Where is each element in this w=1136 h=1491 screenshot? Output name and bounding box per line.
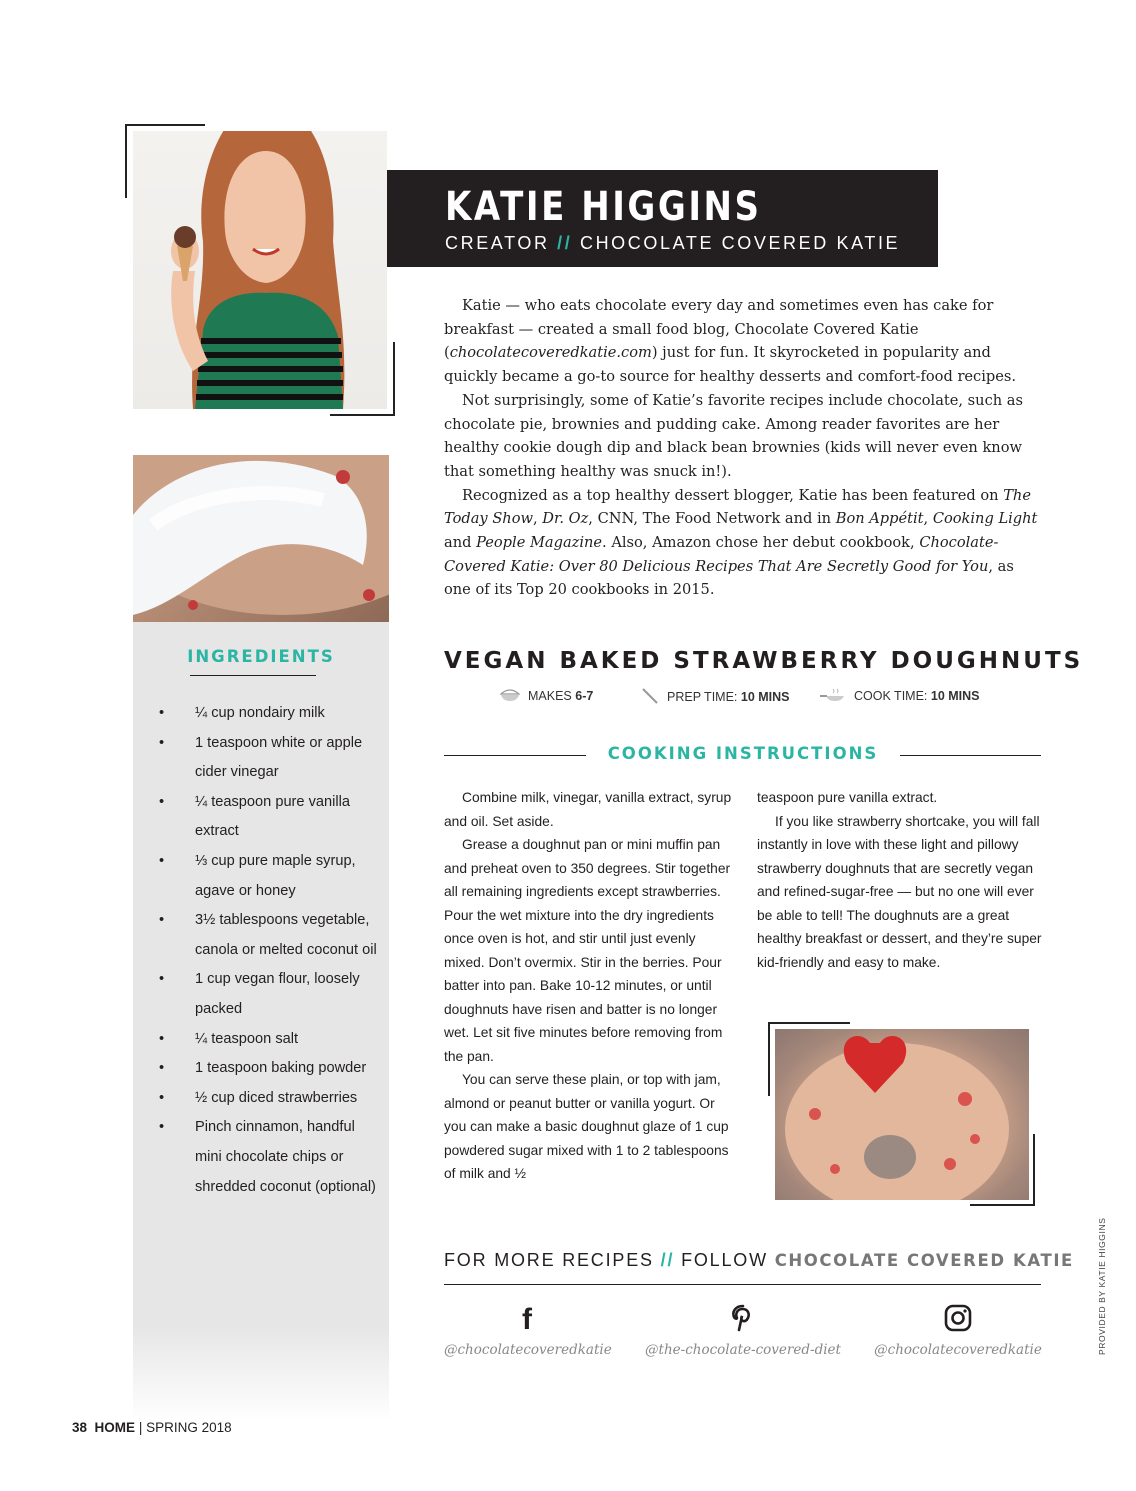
bio-paragraph: Katie — who eats chocolate every day and sometimes even has cake for breakfast — created a small food blog, Chocolate Covered Katie (chocolatecoveredkatie.com) just for fun. It skyrocketed in popularity and quickly became a go-to source for healthy desserts and comfort-food recipes. xyxy=(444,297,1016,386)
knife-icon xyxy=(641,688,659,707)
ingredient-item: • 1 teaspoon baking powder xyxy=(159,1054,379,1084)
ingredient-item: • ¼ teaspoon salt xyxy=(159,1025,379,1055)
ingredient-item: • ⅓ cup pure maple syrup, agave or honey xyxy=(159,847,379,906)
cook-time-info: COOK TIME: 10 MINS xyxy=(820,688,980,705)
pan-icon xyxy=(820,688,846,705)
bio-paragraph: Not surprisingly, some of Katie’s favorite recipes include chocolate, such as chocolate pie, brownies and pudding cake. Among reader favorites are her healthy cookie dough dip and black bean brownies (kids will never even know that something healthy was snuck in!). xyxy=(444,391,1023,480)
ingredient-item: • ¼ teaspoon pure vanilla extract xyxy=(159,788,379,847)
role-title: CHOCOLATE COVERED KATIE xyxy=(579,233,901,253)
instruction-paragraph: Grease a doughnut pan or mini muffin pan and preheat oven to 350 degrees. Stir together all remaining ingredients except strawberries. Pour the wet mixture into the dry ingredients once oven is hot, and stir until just evenly mixed. Don’t overmix. Stir in the berries. Pour batter into pan. Bake 10-12 minutes, or until doughnuts have risen and batter is no longer wet. Let sit five minutes before removing from the pan. xyxy=(444,837,731,1064)
role-prefix: CREATOR xyxy=(445,233,550,253)
facebook-icon: f xyxy=(522,1303,532,1336)
instructions-column-right xyxy=(757,786,1042,974)
pinterest-handle[interactable]: @the-chocolate-covered-diet xyxy=(645,1342,841,1358)
name-banner xyxy=(387,170,938,267)
issue-date: SPRING 2018 xyxy=(146,1420,232,1435)
recipe-title: VEGAN BAKED STRAWBERRY DOUGHNUTS xyxy=(444,648,1084,674)
ingredient-item: • 3½ tablespoons vegetable, canola or melted coconut oil xyxy=(159,906,379,965)
strawberry-doughnut-photo xyxy=(775,1029,1029,1200)
photo-frame-corner xyxy=(1033,1134,1035,1206)
separator-slashes: // xyxy=(557,233,573,253)
bio-paragraph: Recognized as a top healthy dessert blogger, Katie has been featured on The Today Show, Dr. Oz, CNN, The Food Network and in Bon Appétit, Cooking Light and People Magazine. Also, Amazon chose her debut cookbook, Chocolate-Covered Katie: Over 80 Delicious Recipes That Are Secretly Good for You, as one of its Top 20 cookbooks in 2015. xyxy=(444,486,1038,599)
katie-portrait-photo xyxy=(133,131,387,409)
page-footer: 38 HOME | SPRING 2018 xyxy=(72,1420,232,1435)
ingredient-item: • ¼ cup nondairy milk xyxy=(159,699,379,729)
ingredients-heading: INGREDIENTS xyxy=(187,647,335,666)
author-name: KATIE HIGGINS xyxy=(445,184,762,230)
photo-credit: PROVIDED BY KATIE HIGGINS xyxy=(1097,1217,1107,1355)
photo-frame-corner xyxy=(330,414,394,416)
makes-info: MAKES 6-7 xyxy=(500,688,593,705)
instagram-handle[interactable]: @chocolatecoveredkatie xyxy=(874,1342,1042,1358)
ingredient-item: • ½ cup diced strawberries xyxy=(159,1084,379,1114)
instructions-column-left xyxy=(444,786,734,1186)
pinterest-link[interactable] xyxy=(640,1304,846,1358)
instruction-paragraph: You can serve these plain, or top with jam, almond or peanut butter or vanilla yogurt. Or you can make a basic doughnut glaze of 1 cup powdered sugar mixed with 1 to 2 tablespoons of milk and ½ xyxy=(444,1072,729,1181)
heading-rule-right xyxy=(900,755,1041,756)
author-bio xyxy=(444,294,1041,602)
ingredient-item: • 1 teaspoon white or apple cider vinegar xyxy=(159,729,379,788)
blog-url: chocolatecoveredkatie.com xyxy=(449,344,652,362)
instruction-paragraph: teaspoon pure vanilla extract. xyxy=(757,790,938,805)
ingredient-item: • Pinch cinnamon, handful mini chocolate chips or shredded coconut (optional) xyxy=(159,1113,379,1202)
heading-rule-left xyxy=(444,755,586,756)
page-number: 38 xyxy=(72,1420,88,1435)
pinterest-icon xyxy=(640,1304,846,1336)
ingredients-rule xyxy=(190,675,316,676)
instructions-heading: COOKING INSTRUCTIONS xyxy=(607,744,879,763)
instagram-link[interactable] xyxy=(874,1304,1042,1358)
photo-frame-corner xyxy=(125,124,205,126)
bowl-icon xyxy=(500,688,520,705)
follow-banner: FOR MORE RECIPES // FOLLOW CHOCOLATE COVERED KATIE xyxy=(444,1250,1074,1270)
photo-frame-corner xyxy=(768,1022,850,1024)
instruction-paragraph: Combine milk, vinegar, vanilla extract, syrup and oil. Set aside. xyxy=(444,790,732,829)
follow-rule xyxy=(444,1284,1041,1285)
brand-name: CHOCOLATE COVERED KATIE xyxy=(774,1251,1074,1270)
author-role xyxy=(445,233,900,254)
photo-frame-corner xyxy=(125,124,127,198)
ingredients-list xyxy=(159,699,379,1202)
photo-frame-corner xyxy=(970,1204,1034,1206)
magazine-name: HOME xyxy=(94,1420,136,1435)
facebook-handle[interactable]: @chocolatecoveredkatie xyxy=(444,1342,612,1358)
instruction-paragraph: If you like strawberry shortcake, you will fall instantly in love with these light and pillowy strawberry doughnuts that are secretly vegan and refined-sugar-free — but no one will ever be able to tell! The doughnuts are a great healthy breakfast or dessert, and they’re super kid-friendly and easy to make. xyxy=(757,813,1042,970)
photo-frame-corner xyxy=(393,342,395,416)
ingredient-item: • 1 cup vegan flour, loosely packed xyxy=(159,965,379,1024)
prep-time-info: PREP TIME: 10 MINS xyxy=(641,688,790,707)
instagram-icon xyxy=(874,1304,1042,1336)
facebook-link[interactable] xyxy=(444,1304,610,1358)
glazed-doughnut-photo xyxy=(133,455,389,622)
photo-frame-corner xyxy=(768,1022,770,1096)
